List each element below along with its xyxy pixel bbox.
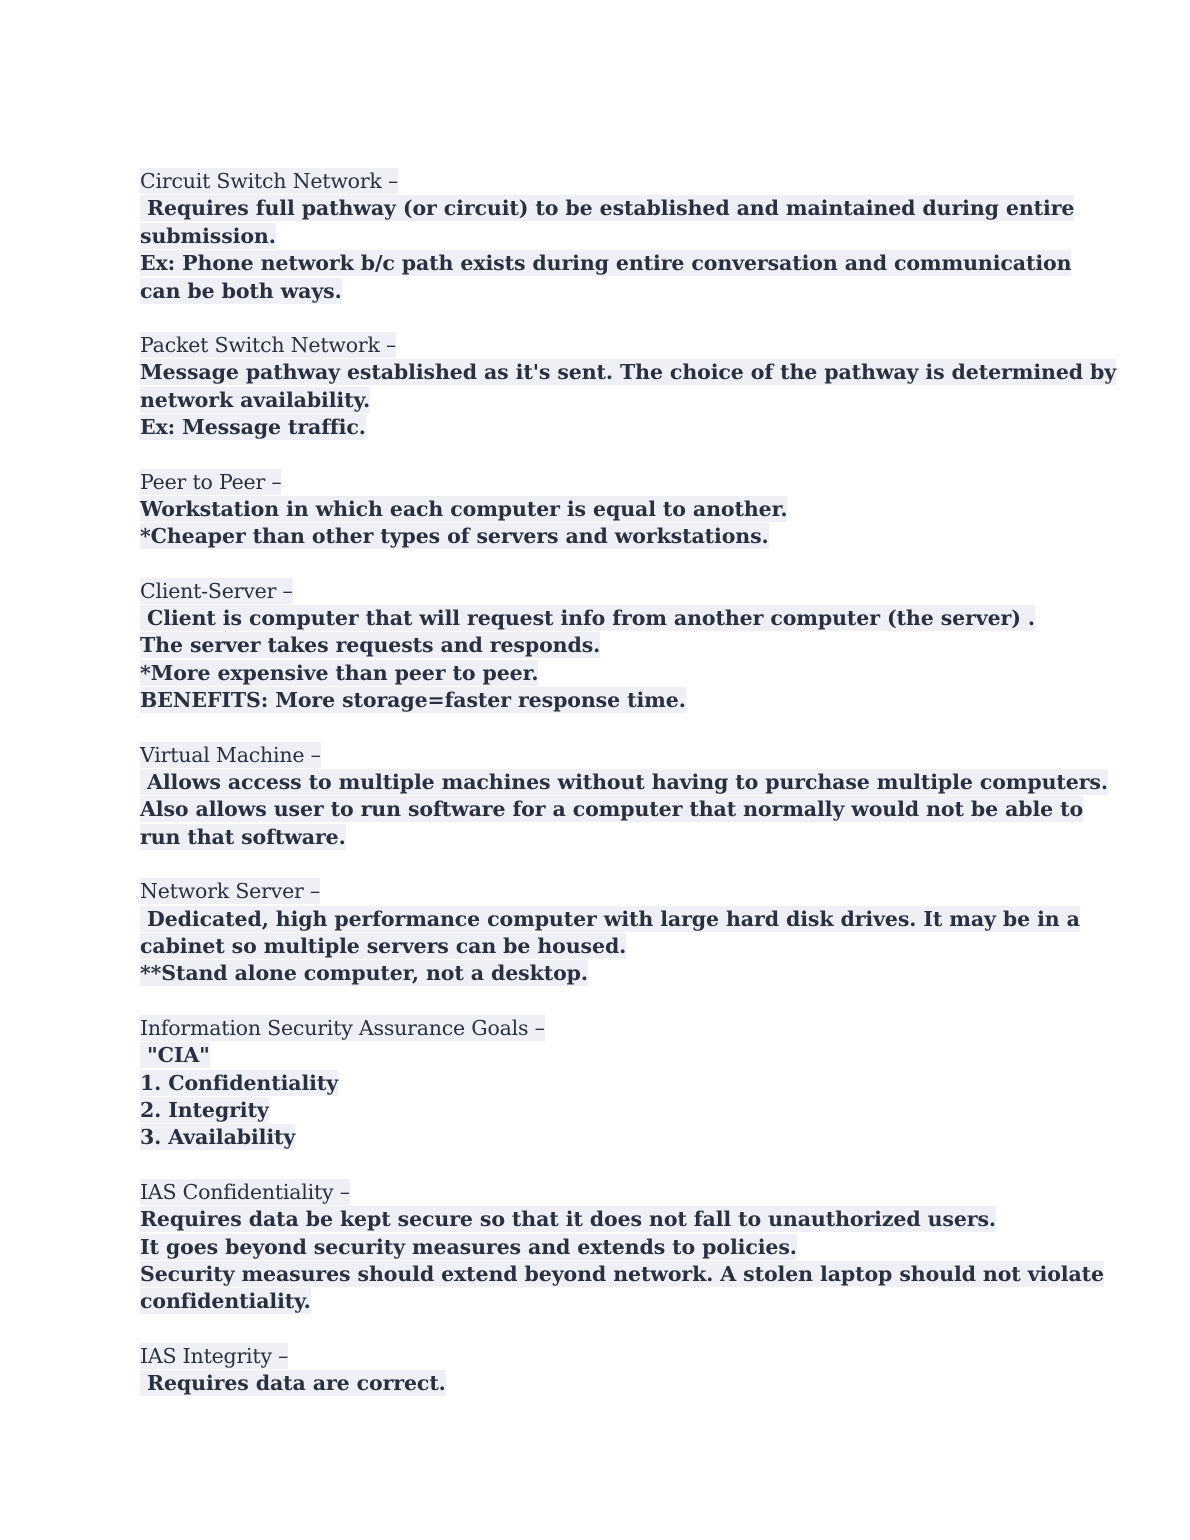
entry-information-security-assurance-goals xyxy=(140,1015,1055,1152)
entry-term: Packet Switch Network – xyxy=(140,332,397,357)
entry-definition-line: The server takes requests and responds. xyxy=(140,633,601,658)
entry-definition-line: *Cheaper than other types of servers and workstations. xyxy=(140,524,769,549)
entry-definition-line: Requires data are correct. xyxy=(140,1371,446,1396)
entry-definition-line: BENEFITS: More storage=faster response time. xyxy=(140,688,686,713)
entry-definition-line: 3. Availability xyxy=(140,1125,296,1150)
entry-definition-line: Ex: Message traffic. xyxy=(140,415,366,440)
entry-definition-line: Ex: Phone network b/c path exists during entire conversation and communication xyxy=(140,251,1072,276)
entry-term: IAS Confidentiality – xyxy=(140,1179,350,1204)
entry-definition-line: Workstation in which each computer is equal to another. xyxy=(140,496,788,521)
entry-definition-line: Requires full pathway (or circuit) to be established and maintained during entire xyxy=(140,196,1075,221)
entry-term: Client-Server – xyxy=(140,578,293,603)
entry-definition-line: submission. xyxy=(140,223,276,248)
entry-definition-line: Client is computer that will request info from another computer (the server) . xyxy=(140,606,1035,631)
entry-definition-line: can be both ways. xyxy=(140,278,342,303)
entry-definition-line: Message pathway established as it's sent. The choice of the pathway is determined by xyxy=(140,360,1117,385)
document-page xyxy=(140,168,1117,1424)
entry-virtual-machine xyxy=(140,742,1108,852)
entry-definition-line: Also allows user to run software for a computer that normally would not be able to xyxy=(140,797,1084,822)
entry-definition-line: *More expensive than peer to peer. xyxy=(140,660,539,685)
entry-definition-line: 2. Integrity xyxy=(140,1097,269,1122)
entry-packet-switch-network xyxy=(140,332,1117,442)
entry-term: Circuit Switch Network – xyxy=(140,169,399,193)
entry-definition-line: Requires data be kept secure so that it does not fall to unauthorized users. xyxy=(140,1207,996,1232)
entry-ias-confidentiality xyxy=(140,1179,1104,1316)
entry-definition-line: Allows access to multiple machines without having to purchase multiple computers. xyxy=(140,770,1108,795)
entry-network-server xyxy=(140,878,1080,988)
entry-definition-line: cabinet so multiple servers can be housed. xyxy=(140,933,627,958)
entry-definition-line: Dedicated, high performance computer with large hard disk drives. It may be in a xyxy=(140,906,1080,931)
entry-definition-line: network availability. xyxy=(140,387,370,412)
entry-term: Peer to Peer – xyxy=(140,469,282,494)
entry-term: IAS Integrity – xyxy=(140,1343,289,1368)
entry-client-server xyxy=(140,578,1055,715)
entry-definition-line: It goes beyond security measures and extends to policies. xyxy=(140,1234,797,1259)
entry-definition-line: confidentiality. xyxy=(140,1289,311,1314)
entry-circuit-switch-network xyxy=(140,168,1075,305)
entry-peer-to-peer xyxy=(140,469,1055,551)
entry-definition-line: **Stand alone computer, not a desktop. xyxy=(140,961,588,986)
entry-term: Information Security Assurance Goals – xyxy=(140,1015,545,1040)
entry-definition-line: Security measures should extend beyond network. A stolen laptop should not violate xyxy=(140,1261,1104,1286)
entry-definition-line: "CIA" xyxy=(140,1043,210,1068)
entry-term: Virtual Machine – xyxy=(140,742,321,767)
entry-definition-line: run that software. xyxy=(140,824,346,849)
entry-term: Network Server – xyxy=(140,879,320,904)
entry-definition-line: 1. Confidentiality xyxy=(140,1070,339,1095)
entry-ias-integrity xyxy=(140,1343,1055,1398)
